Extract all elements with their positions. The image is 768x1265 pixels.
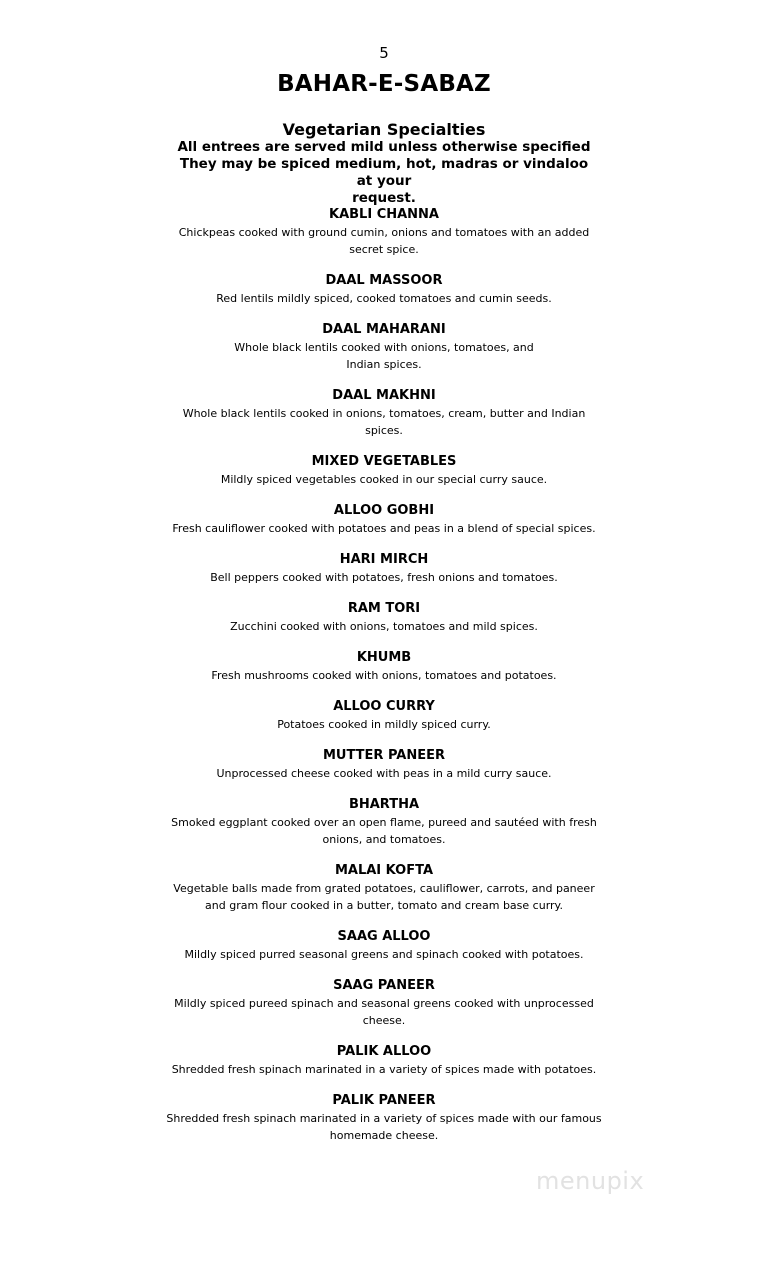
item-description: Zucchini cooked with onions, tomatoes and mild spices.: [230, 620, 538, 633]
item-name: KABLI CHANNA: [329, 207, 439, 222]
menu-items: [164, 206, 604, 1158]
item-description: Unprocessed cheese cooked with peas in a mild curry sauce.: [216, 767, 552, 780]
menu-item: [164, 206, 604, 272]
item-description: Chickpeas cooked with ground cumin, onions and tomatoes with an added secret spice.: [178, 226, 590, 256]
menu-item: [164, 321, 604, 387]
item-name: PALIK PANEER: [332, 1093, 436, 1108]
section-note-mild: All entrees are served mild unless otherwise specified: [177, 139, 591, 155]
menu-item: [164, 551, 604, 600]
menu-item: [164, 1092, 604, 1158]
item-description: Mildly spiced purred seasonal greens and spinach cooked with potatoes.: [184, 948, 584, 961]
menu-item: [164, 796, 604, 862]
menu-item: [164, 387, 604, 453]
menupix-watermark: menupix: [536, 1167, 645, 1195]
section-note-spice: They may be spiced medium, hot, madras or vindaloo at your: [179, 156, 589, 189]
item-description: Mildly spiced pureed spinach and seasonal greens cooked with unprocessed cheese.: [174, 997, 594, 1027]
item-name: ALLOO GOBHI: [333, 503, 435, 518]
item-description: Shredded fresh spinach marinated in a variety of spices made with our famous homemade cheese.: [166, 1112, 602, 1142]
item-name: SAAG PANEER: [333, 978, 435, 993]
item-description: Smoked eggplant cooked over an open flame, pureed and sautéed with fresh onions, and tomatoes.: [171, 816, 597, 846]
menu-item: [164, 862, 604, 928]
item-name: DAAL MASSOOR: [325, 273, 443, 288]
item-description: Bell peppers cooked with potatoes, fresh onions and tomatoes.: [210, 571, 558, 584]
item-description: Red lentils mildly spiced, cooked tomatoes and cumin seeds.: [216, 292, 552, 305]
item-description: Fresh mushrooms cooked with onions, tomatoes and potatoes.: [211, 669, 557, 682]
menu-item: [164, 747, 604, 796]
item-name: DAAL MAHARANI: [322, 322, 446, 337]
menu-item: [164, 453, 604, 502]
menu-item: [164, 272, 604, 321]
menu-item: [164, 977, 604, 1043]
item-name: MUTTER PANEER: [323, 748, 445, 763]
menu-item: [158, 502, 610, 551]
section-note-request: request.: [352, 190, 416, 206]
item-name: MALAI KOFTA: [334, 863, 434, 878]
page-number: 5: [379, 44, 389, 62]
item-description: Whole black lentils cooked with onions, tomatoes, and Indian spices.: [234, 341, 534, 371]
item-name: PALIK ALLOO: [336, 1044, 432, 1059]
item-name: KHUMB: [356, 650, 412, 665]
item-description: Whole black lentils cooked in onions, tomatoes, cream, butter and Indian spices.: [182, 407, 586, 437]
item-name: ALLOO CURRY: [333, 699, 435, 714]
item-description: Fresh cauliflower cooked with potatoes and peas in a blend of special spices.: [172, 522, 596, 535]
item-name: BHARTHA: [348, 797, 420, 812]
item-name: SAAG ALLOO: [337, 929, 431, 944]
menu-item: [164, 600, 604, 649]
menu-item: [164, 698, 604, 747]
item-description: Vegetable balls made from grated potatoes, cauliflower, carrots, and paneer and gram flour cooked in a butter, tomato and cream base curry.: [173, 882, 595, 912]
section-title: Vegetarian Specialties: [282, 120, 486, 139]
menu-item: [164, 1043, 604, 1092]
item-name: MIXED VEGETABLES: [311, 454, 457, 469]
restaurant-name: BAHAR-E-SABAZ: [277, 71, 491, 97]
section-header: [170, 120, 598, 207]
menu-item: [164, 649, 604, 698]
item-description: Mildly spiced vegetables cooked in our special curry sauce.: [220, 473, 548, 486]
item-name: DAAL MAKHNI: [332, 388, 436, 403]
menu-item: [164, 928, 604, 977]
item-name: RAM TORI: [347, 601, 421, 616]
item-description: Potatoes cooked in mildly spiced curry.: [277, 718, 491, 731]
item-name: HARI MIRCH: [339, 552, 429, 567]
item-description: Shredded fresh spinach marinated in a variety of spices made with potatoes.: [171, 1063, 597, 1076]
